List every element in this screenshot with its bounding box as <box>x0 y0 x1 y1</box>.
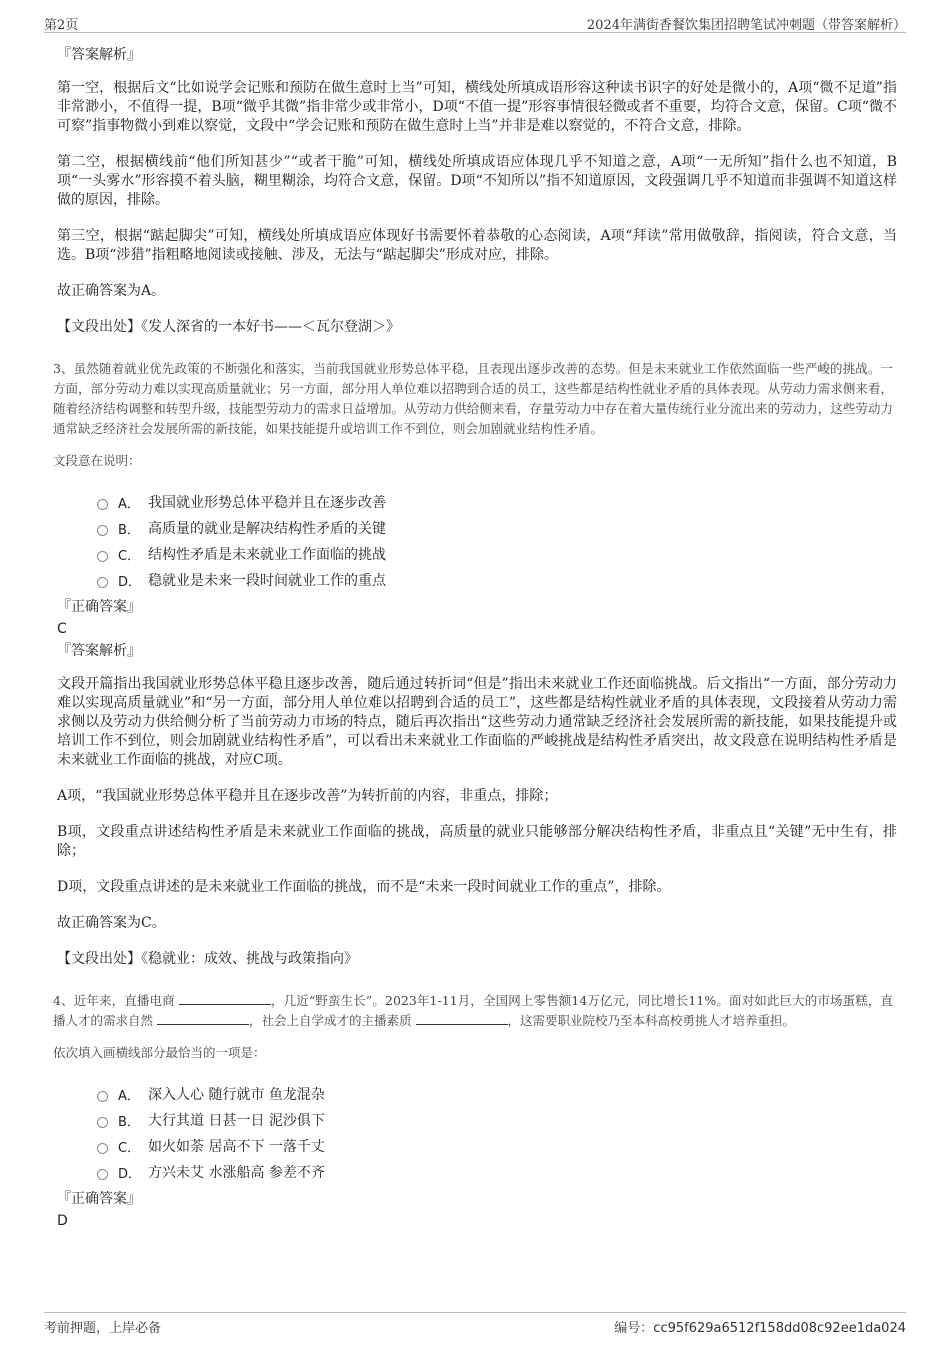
q3-option-b[interactable]: B． 高质量的就业是解决结构性矛盾的关键 <box>97 515 897 541</box>
q2-analysis-paragraph: 第三空，根据“踮起脚尖”可知，横线处所填成语应体现好书需要怀着恭敬的心态阅读，A项“拜读”常用做敬辞，指阅读，符合文意，当选。B项“涉猎”指粗略地阅读或接触、涉及，无法与“踮起脚尖”形成对应，排除。 <box>57 228 897 263</box>
page-header <box>44 12 906 33</box>
q3-analysis-paragraph: D项，文段重点讲述的是未来就业工作面临的挑战，而不是“未来一段时间就业工作的重点”，排除。 <box>57 879 671 895</box>
q4-option-c[interactable]: C． 如火如荼 居高不下 一落千丈 <box>97 1133 897 1159</box>
q3-answer-label: 『正确答案』 <box>57 599 141 615</box>
q3-analysis-paragraph: 文段开篇指出我国就业形势总体平稳且逐步改善，随后通过转折词“但是”指出未来就业工作还面临挑战。后文指出“一方面，部分劳动力难以实现高质量就业”和“另一方面，部分用人单位难以招聘到合适的员工”，这些都是结构性就业矛盾的具体表现，文段接着从劳动力需求侧以及劳动力供给侧分析了当前劳动力市场的特点，随后再次指出“这些劳动力通常缺乏经济社会发展所需的新技能，如果技能提升或培训工作不到位，则会加剧就业结构性矛盾”，可以看出未来就业工作面临的严峻挑战是结构性矛盾突出，故文段意在说明结构性矛盾是未来就业工作面临的挑战，对应C项。 <box>57 676 897 768</box>
radio-icon[interactable] <box>97 525 108 536</box>
q2-conclusion: 故正确答案为A。 <box>57 283 166 299</box>
q3-conclusion: 故正确答案为C。 <box>57 915 166 931</box>
q4-ask: 依次填入画横线部分最恰当的一项是： <box>53 1045 266 1060</box>
radio-icon[interactable] <box>97 1143 108 1154</box>
footer-id <box>614 1317 906 1336</box>
q2-analysis-paragraph: 第一空，根据后文“比如说学会记账和预防在做生意时上当”可知，横线处所填成语形容这种读书识字的好处是微小的，A项“微不足道”指非常渺小，不值得一提，B项“微乎其微”指非常少或非常小，D项“不值一提”形容事情很轻微或者不重要，均符合文意，保留。C项“微不可察”指事物微小到难以察觉，文段中“学会记账和预防在做生意时上当”并非是难以察觉的，不符合文意，排除。 <box>57 80 897 134</box>
radio-icon[interactable] <box>97 499 108 510</box>
blank-line <box>416 1012 508 1025</box>
q3-option-d[interactable]: D． 稳就业是未来一段时间就业工作的重点 <box>97 567 897 593</box>
q2-analysis-label: 『答案解析』 <box>57 47 141 63</box>
q3-stem: 3、虽然随着就业优先政策的不断强化和落实，当前我国就业形势总体平稳，且表现出逐步改善的态势。但是未来就业工作依然面临一些严峻的挑战。一方面，部分劳动力难以实现高质量就业；另一方面，部分用人单位难以招聘到合适的员工，这些都是结构性就业矛盾的具体表现。从劳动力需求侧来看，随着经济结构调整和转型升级，技能型劳动力的需求日益增加。从劳动力供给侧来看，存量劳动力中存在着大量传统行业分流出来的劳动力，这些劳动力通常缺乏经济社会发展所需的新技能，如果技能提升或培训工作不到位，则会加剧就业结构性矛盾。 <box>53 361 893 436</box>
q3-ask: 文段意在说明： <box>53 453 141 468</box>
radio-icon[interactable] <box>97 1169 108 1180</box>
q3-source: 【文段出处】《稳就业：成效、挑战与政策指向》 <box>57 951 358 967</box>
q3-options <box>97 489 897 593</box>
q3-analysis-paragraph: B项，文段重点讲述结构性矛盾是未来就业工作面临的挑战，高质量的就业只能够部分解决结构性矛盾，非重点且“关键”无中生有，排除； <box>57 824 897 859</box>
q3-analysis-label: 『答案解析』 <box>57 643 141 659</box>
radio-icon[interactable] <box>97 1117 108 1128</box>
document-title: 2024年满街香餐饮集团招聘笔试冲刺题（带答案解析） <box>586 18 906 33</box>
q3-answer: C <box>57 621 67 637</box>
radio-icon[interactable] <box>97 577 108 588</box>
blank-line <box>179 992 271 1005</box>
q2-source: 【文段出处】《发人深省的一本好书——＜瓦尔登湖＞》 <box>57 319 400 335</box>
footer-slogan: 考前押题，上岸必备 <box>44 1321 162 1336</box>
page-footer <box>44 1312 906 1335</box>
q3-option-c[interactable]: C． 结构性矛盾是未来就业工作面临的挑战 <box>97 541 897 567</box>
q4-options <box>97 1081 897 1185</box>
footer-id-label: 编号： <box>614 1321 654 1336</box>
page-content <box>53 45 897 1233</box>
blank-line <box>157 1012 249 1025</box>
q4-stem: 4、近年来，直播电商 ，几近“野蛮生长”。2023年1-11月，全国网上零售额14万亿元，同比增长11%。面对如此巨大的市场蛋糕，直播人才的需求自然 ，社会上自学成才的主播素质 ，这需要职业院校乃至本科高校勇挑人才培养重担。 <box>53 993 893 1028</box>
q3-analysis-paragraph: A项，“我国就业形势总体平稳并且在逐步改善”为转折前的内容，非重点，排除； <box>57 788 558 804</box>
radio-icon[interactable] <box>97 1091 108 1102</box>
radio-icon[interactable] <box>97 551 108 562</box>
q3-option-a[interactable]: A． 我国就业形势总体平稳并且在逐步改善 <box>97 489 897 515</box>
footer-id-code: cc95f629a6512f158dd08c92ee1da024 <box>653 1321 906 1336</box>
q4-option-b[interactable]: B． 大行其道 日甚一日 泥沙俱下 <box>97 1107 897 1133</box>
q4-answer: D <box>57 1213 68 1229</box>
q4-option-d[interactable]: D． 方兴未艾 水涨船高 参差不齐 <box>97 1159 897 1185</box>
q4-answer-label: 『正确答案』 <box>57 1191 141 1207</box>
q2-analysis-paragraph: 第二空，根据横线前“他们所知甚少”“或者干脆”可知，横线处所填成语应体现几乎不知道之意，A项“一无所知”指什么也不知道，B项“一头雾水”形容摸不着头脑，糊里糊涂，均符合文意，保留。D项“不知所以”指不知道原因，文段强调几乎不知道而非强调不知道这样做的原因，排除。 <box>57 154 897 208</box>
q4-option-a[interactable]: A． 深入人心 随行就市 鱼龙混杂 <box>97 1081 897 1107</box>
page-number: 第2页 <box>44 18 79 33</box>
